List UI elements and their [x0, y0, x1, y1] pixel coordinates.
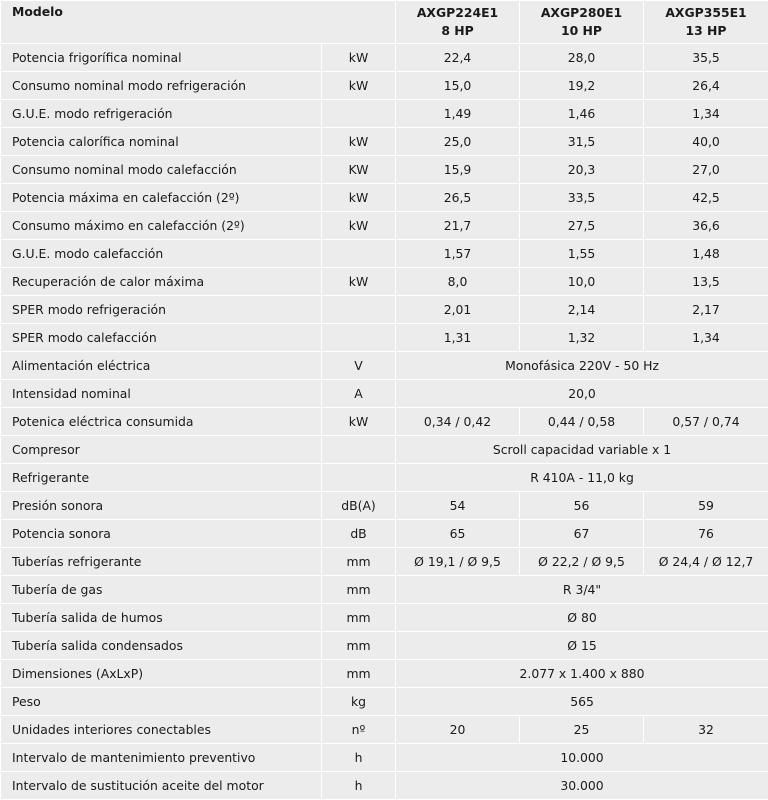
table-row	[1, 548, 768, 576]
row-value: 1,46	[520, 100, 644, 128]
row-label: Potencia máxima en calefacción (2º)	[1, 184, 322, 212]
table-row	[1, 268, 768, 296]
table-row	[1, 100, 768, 128]
row-label: G.U.E. modo refrigeración	[1, 100, 322, 128]
table-row	[1, 464, 768, 492]
table-row	[1, 520, 768, 548]
row-value-merged: 10.000	[396, 744, 768, 772]
row-unit: kW	[322, 128, 396, 156]
table-row	[1, 240, 768, 268]
row-label: Peso	[1, 688, 322, 716]
row-value: 15,0	[396, 72, 520, 100]
row-value: 2,14	[520, 296, 644, 324]
row-value: 25	[520, 716, 644, 744]
row-label: Potencia frigorífica nominal	[1, 44, 322, 72]
row-value: 19,2	[520, 72, 644, 100]
table-row	[1, 492, 768, 520]
row-value: 1,32	[520, 324, 644, 352]
row-unit: V	[322, 352, 396, 380]
row-value: 21,7	[396, 212, 520, 240]
row-unit: mm	[322, 604, 396, 632]
table-row	[1, 604, 768, 632]
row-value: Ø 24,4 / Ø 12,7	[644, 548, 768, 576]
row-value-merged: 565	[396, 688, 768, 716]
row-value: 26,5	[396, 184, 520, 212]
row-value: 76	[644, 520, 768, 548]
row-label: SPER modo calefacción	[1, 324, 322, 352]
row-label: Tubería de gas	[1, 576, 322, 604]
model-name: AXGP224E1	[396, 4, 519, 22]
row-label: SPER modo refrigeración	[1, 296, 322, 324]
table-row	[1, 744, 768, 772]
row-unit: mm	[322, 632, 396, 660]
row-value: 22,4	[396, 44, 520, 72]
row-value: 67	[520, 520, 644, 548]
row-label: Potenica eléctrica consumida	[1, 408, 322, 436]
row-value: 32	[644, 716, 768, 744]
table-row	[1, 660, 768, 688]
row-value: 42,5	[644, 184, 768, 212]
row-label: Potencia sonora	[1, 520, 322, 548]
row-unit	[322, 464, 396, 492]
row-value: 59	[644, 492, 768, 520]
row-unit: mm	[322, 660, 396, 688]
row-label: G.U.E. modo calefacción	[1, 240, 322, 268]
model-header: Modelo	[1, 1, 396, 44]
row-unit: kW	[322, 268, 396, 296]
table-row	[1, 156, 768, 184]
row-value: 26,4	[644, 72, 768, 100]
row-value-merged: 20,0	[396, 380, 768, 408]
row-unit	[322, 100, 396, 128]
row-label: Consumo nominal modo calefacción	[1, 156, 322, 184]
row-label: Potencia calorífica nominal	[1, 128, 322, 156]
row-value: 2,01	[396, 296, 520, 324]
row-value: 40,0	[644, 128, 768, 156]
table-row	[1, 212, 768, 240]
row-value: 20	[396, 716, 520, 744]
row-value: 36,6	[644, 212, 768, 240]
table-header-row	[1, 1, 768, 44]
row-unit: A	[322, 380, 396, 408]
row-unit: h	[322, 744, 396, 772]
row-value: 1,34	[644, 324, 768, 352]
row-value-merged: Ø 80	[396, 604, 768, 632]
row-unit: kW	[322, 408, 396, 436]
table-row	[1, 296, 768, 324]
row-label: Tuberías refrigerante	[1, 548, 322, 576]
row-label: Alimentación eléctrica	[1, 352, 322, 380]
row-value: 33,5	[520, 184, 644, 212]
model-name: AXGP355E1	[644, 4, 768, 22]
row-label: Consumo nominal modo refrigeración	[1, 72, 322, 100]
table-row	[1, 576, 768, 604]
row-unit: kW	[322, 212, 396, 240]
row-value: Ø 22,2 / Ø 9,5	[520, 548, 644, 576]
row-value: 0,44 / 0,58	[520, 408, 644, 436]
table-row	[1, 44, 768, 72]
row-unit: dB	[322, 520, 396, 548]
row-value: 25,0	[396, 128, 520, 156]
model-column-header	[520, 1, 644, 44]
model-column-header	[396, 1, 520, 44]
row-value: 15,9	[396, 156, 520, 184]
row-unit	[322, 240, 396, 268]
table-row	[1, 324, 768, 352]
row-label: Presión sonora	[1, 492, 322, 520]
row-value-merged: Monofásica 220V - 50 Hz	[396, 352, 768, 380]
row-unit	[322, 436, 396, 464]
row-unit: kW	[322, 184, 396, 212]
row-label: Intensidad nominal	[1, 380, 322, 408]
row-value: 1,31	[396, 324, 520, 352]
row-value: 8,0	[396, 268, 520, 296]
row-unit	[322, 296, 396, 324]
table-row	[1, 72, 768, 100]
row-label: Refrigerante	[1, 464, 322, 492]
row-label: Unidades interiores conectables	[1, 716, 322, 744]
row-value: Ø 19,1 / Ø 9,5	[396, 548, 520, 576]
table-row	[1, 772, 768, 800]
row-value: 13,5	[644, 268, 768, 296]
row-label: Intervalo de sustitución aceite del motor	[1, 772, 322, 800]
row-label: Intervalo de mantenimiento preventivo	[1, 744, 322, 772]
table-row	[1, 632, 768, 660]
row-value: 10,0	[520, 268, 644, 296]
table-body	[1, 1, 768, 800]
row-value-merged: R 3/4"	[396, 576, 768, 604]
row-unit: kW	[322, 72, 396, 100]
row-value: 1,48	[644, 240, 768, 268]
table-row	[1, 436, 768, 464]
row-value: 65	[396, 520, 520, 548]
row-unit: dB(A)	[322, 492, 396, 520]
row-value: 28,0	[520, 44, 644, 72]
row-value-merged: 2.077 x 1.400 x 880	[396, 660, 768, 688]
table-row	[1, 688, 768, 716]
row-label: Tubería salida de humos	[1, 604, 322, 632]
row-value-merged: Scroll capacidad variable x 1	[396, 436, 768, 464]
model-hp: 10 HP	[520, 22, 643, 40]
table-row	[1, 184, 768, 212]
row-value: 2,17	[644, 296, 768, 324]
row-value: 20,3	[520, 156, 644, 184]
row-value: 35,5	[644, 44, 768, 72]
row-label: Recuperación de calor máxima	[1, 268, 322, 296]
table-row	[1, 716, 768, 744]
row-value: 54	[396, 492, 520, 520]
row-value: 1,55	[520, 240, 644, 268]
model-column-header	[644, 1, 768, 44]
row-value-merged: 30.000	[396, 772, 768, 800]
row-label: Consumo máximo en calefacción (2º)	[1, 212, 322, 240]
row-value: 1,34	[644, 100, 768, 128]
row-value: 0,34 / 0,42	[396, 408, 520, 436]
table-row	[1, 128, 768, 156]
row-unit: mm	[322, 576, 396, 604]
row-value: 31,5	[520, 128, 644, 156]
row-value: 56	[520, 492, 644, 520]
row-unit: nº	[322, 716, 396, 744]
model-hp: 13 HP	[644, 22, 768, 40]
row-label: Dimensiones (AxLxP)	[1, 660, 322, 688]
model-name: AXGP280E1	[520, 4, 643, 22]
table-row	[1, 380, 768, 408]
row-value: 1,49	[396, 100, 520, 128]
table-row	[1, 352, 768, 380]
row-unit: KW	[322, 156, 396, 184]
row-value: 27,0	[644, 156, 768, 184]
row-unit: h	[322, 772, 396, 800]
model-hp: 8 HP	[396, 22, 519, 40]
row-label: Tubería salida condensados	[1, 632, 322, 660]
row-unit	[322, 324, 396, 352]
row-value: 1,57	[396, 240, 520, 268]
row-value: 27,5	[520, 212, 644, 240]
row-unit: kg	[322, 688, 396, 716]
row-value: 0,57 / 0,74	[644, 408, 768, 436]
row-value-merged: Ø 15	[396, 632, 768, 660]
row-unit: kW	[322, 44, 396, 72]
row-label: Compresor	[1, 436, 322, 464]
row-unit: mm	[322, 548, 396, 576]
table-row	[1, 408, 768, 436]
row-value-merged: R 410A - 11,0 kg	[396, 464, 768, 492]
